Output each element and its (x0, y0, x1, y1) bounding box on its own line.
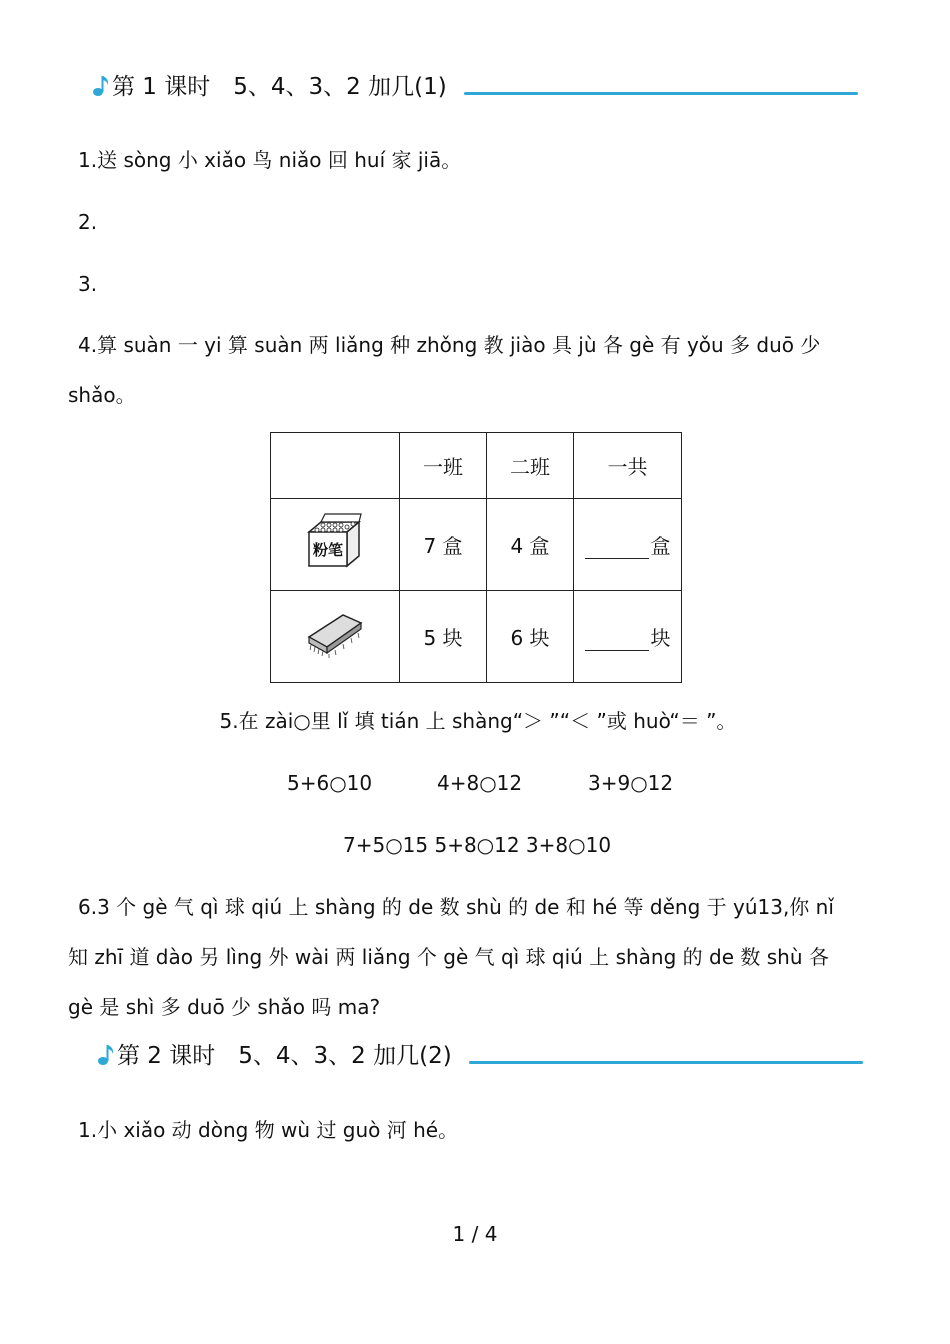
chalk-total-unit: 盒 (650, 534, 671, 558)
chalk-box-label: 粉笔 (312, 541, 344, 559)
table-row-chalk (271, 499, 682, 591)
supplies-table (270, 432, 682, 683)
header-cell-total: 一共 (574, 433, 682, 499)
question-6-line-2: 知 zhī 道 dào 另 lìng 外 wài 两 liǎng 个 gè 气 qì 球 qiú 上 shàng 的 de 数 shù 各 (68, 945, 829, 969)
lesson-2-header (97, 1041, 867, 1077)
eraser-icon (303, 609, 367, 659)
question-2: 2. (78, 210, 98, 234)
question-4-line-2: shǎo。 (68, 383, 136, 407)
chalk-class-2: 4 盒 (487, 499, 574, 591)
question-6-line-1: 6.3 个 gè 气 qì 球 qiú 上 shàng 的 de 数 shù 的 de 和 hé 等 děng 于 yú13,你 nǐ (78, 895, 834, 919)
question-4-line-1: 4.算 suàn 一 yi 算 suàn 两 liǎng 种 zhǒng 教 jiào 具 jù 各 gè 有 yǒu 多 duō 少 (78, 333, 821, 357)
lesson-2-rule (469, 1061, 863, 1064)
eraser-total-unit: 块 (650, 626, 671, 650)
chalk-class-1: 7 盒 (400, 499, 487, 591)
lesson-1-rule (464, 92, 858, 95)
lesson-1-title: 第 1 课时 5、4、3、2 加几(1) (112, 74, 447, 100)
chalk-box-image (271, 499, 400, 591)
music-note-icon (97, 1041, 117, 1067)
q5-expr-1: 5+6○10 (287, 771, 373, 795)
table-row-eraser (271, 591, 682, 683)
q5-expr-3: 3+9○12 (588, 771, 674, 795)
eraser-class-1: 5 块 (400, 591, 487, 683)
table-header-row (271, 433, 682, 499)
chalk-total (574, 499, 682, 591)
eraser-image (271, 591, 400, 683)
chalk-total-blank[interactable] (585, 538, 649, 559)
lesson-2-title: 第 2 课时 5、4、3、2 加几(2) (117, 1043, 452, 1069)
header-cell-class-1: 一班 (400, 433, 487, 499)
page-number: 1 / 4 (452, 1222, 498, 1246)
question-3: 3. (78, 272, 98, 296)
q5-row-2: 7+5○15 5+8○12 3+8○10 (343, 833, 612, 857)
eraser-total-blank[interactable] (585, 630, 649, 651)
header-cell-class-2: 二班 (487, 433, 574, 499)
lesson-1-header (92, 72, 862, 108)
eraser-total (574, 591, 682, 683)
question-6-line-3: gè 是 shì 多 duō 少 shǎo 吗 ma? (68, 995, 381, 1019)
question-1: 1.送 sòng 小 xiǎo 鸟 niǎo 回 huí 家 jiā。 (78, 148, 462, 172)
chalk-box-icon (303, 510, 367, 574)
q5-expr-2: 4+8○12 (437, 771, 523, 795)
header-cell-empty (271, 433, 400, 499)
question-5: 5.在 zài○里 lǐ 填 tián 上 shàng“＞ ”“＜ ”或 huò“＝ ”。 (219, 709, 737, 733)
eraser-class-2: 6 块 (487, 591, 574, 683)
lesson-2-question-1: 1.小 xiǎo 动 dòng 物 wù 过 guò 河 hé。 (78, 1118, 459, 1142)
music-note-icon (92, 72, 112, 98)
